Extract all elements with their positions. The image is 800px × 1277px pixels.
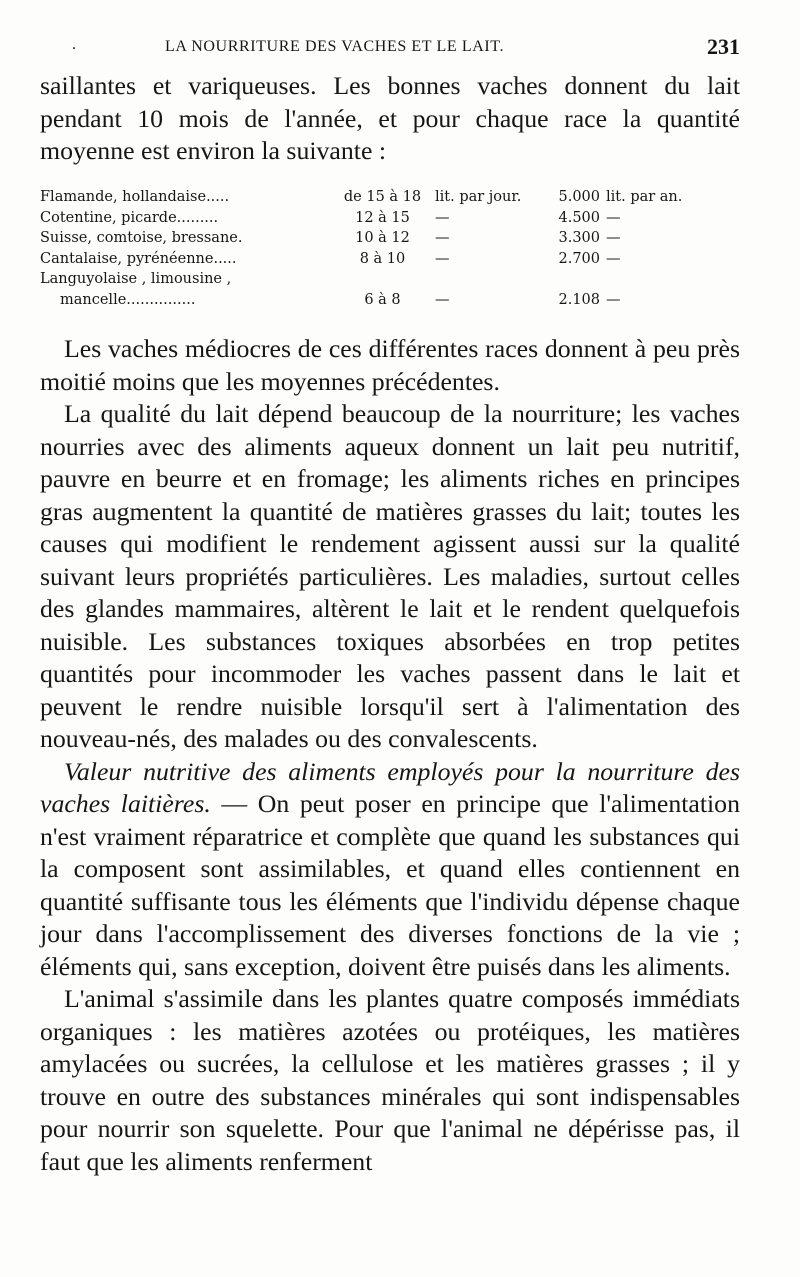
race-cell: Flamande, hollandaise.....: [40, 189, 230, 205]
table-row: [40, 249, 746, 270]
paragraph-mediocres: Les vaches médiocres de ces différentes races donnent à peu près moitié moins que les moyennes précédentes.: [40, 334, 740, 396]
annual-unit-cell: lit. par an.: [606, 189, 683, 205]
section-heading-italic: Valeur nutritive des aliments employés pour la nourriture des vaches laitières.: [40, 756, 740, 818]
annual-yield-cell: 3.300: [558, 230, 600, 246]
annual-unit-cell: —: [606, 209, 621, 226]
annual-yield-cell: 2.108: [558, 291, 600, 308]
daily-yield-cell: 10 à 12: [355, 230, 410, 246]
paragraph-valeur-text: — On peut poser en principe que l'alimentation n'est vraiment réparatrice et complète que quand les substances qui la composent sont assimilables, et quand elles contiennent en quantité suffisante tous les éléments que l'individu dépense chaque jour dans l'accomplissement des diverses fonctions de la vie ; éléments qui, sans exception, doivent être puisés dans les aliments.: [40, 789, 740, 981]
milk-yield-table: [40, 187, 746, 310]
race-cell: mancelle...............: [60, 291, 196, 308]
daily-yield-cell: [330, 269, 435, 290]
table-row: [40, 208, 746, 229]
daily-unit-cell: lit. par jour.: [435, 189, 522, 205]
daily-unit-cell: —: [435, 291, 450, 308]
table-row: [40, 290, 746, 311]
daily-yield-cell: de 15 à 18: [343, 189, 422, 205]
running-title: LA NOURRITURE DES VACHES ET LE LAIT.: [165, 38, 505, 55]
annual-unit-cell: —: [606, 230, 621, 246]
paragraph-qualite: La qualité du lait dépend beaucoup de la nourriture; les vaches nourries avec des aliments aqueux donnent un lait peu nutritif, pauvre en beurre et en fromage; les aliments riches en principes gras augmentent la quantité de matières grasses du lait; toutes les causes qui modifient le rendement agissent aussi sur la qualité suivant leurs propriétés particulières. Les maladies, surtout celles des glandes mammaires, altèrent le lait et le rendent quelquefois nuisible. Les substances toxiques absorbées en trop petites quantités pour incommoder les vaches passent dans le lait et peuvent le rendre nuisible lorsqu'il sert à l'alimentation des nouveau-nés, des malades ou des convalescents.: [40, 399, 740, 753]
main-text-block: [40, 333, 740, 1178]
daily-unit-cell: —: [435, 250, 450, 267]
page-number: 231: [707, 34, 740, 59]
annual-unit-cell: [606, 269, 746, 290]
intro-block: [40, 70, 740, 168]
daily-unit-cell: —: [435, 230, 450, 246]
race-cell: Suisse, comtoise, bressane.: [40, 230, 243, 246]
daily-unit-cell: [435, 269, 530, 290]
race-cell: Cantalaise, pyrénéenne.....: [40, 250, 237, 267]
annual-yield-cell: 5.000: [558, 189, 600, 205]
header-marker: .: [72, 36, 76, 53]
table-row: [40, 228, 746, 249]
page-header: [40, 34, 740, 60]
table-row: [40, 269, 746, 290]
annual-unit-cell: —: [606, 250, 621, 267]
annual-unit-cell: —: [606, 291, 621, 308]
race-cell: Languyolaise , limousine ,: [40, 271, 232, 287]
race-cell: Cotentine, picarde.........: [40, 209, 219, 226]
daily-yield-cell: 6 à 8: [364, 291, 401, 308]
daily-yield-cell: 8 à 10: [359, 250, 406, 267]
paragraph-animal: L'animal s'assimile dans les plantes quatre composés immédiats organiques : les matières azotées ou protéiques, les matières amylacées ou sucrées, la cellulose et les matières grasses ; il y trouve en outre des substances minérales qui sont indispensables pour nourrir son squelette. Pour que l'animal ne dépérisse pas, il faut que les aliments renferment: [40, 984, 740, 1176]
paragraph-valeur: [40, 756, 740, 984]
annual-yield-cell: 4.500: [558, 209, 600, 226]
intro-paragraph: saillantes et variqueuses. Les bonnes vaches donnent du lait pendant 10 mois de l'année, et pour chaque race la quantité moyenne est environ la suivante :: [40, 71, 740, 165]
annual-yield-cell: [530, 269, 606, 290]
table-row: [40, 187, 746, 208]
daily-yield-cell: 12 à 15: [355, 209, 410, 226]
annual-yield-cell: 2.700: [558, 250, 600, 267]
daily-unit-cell: —: [435, 209, 450, 226]
